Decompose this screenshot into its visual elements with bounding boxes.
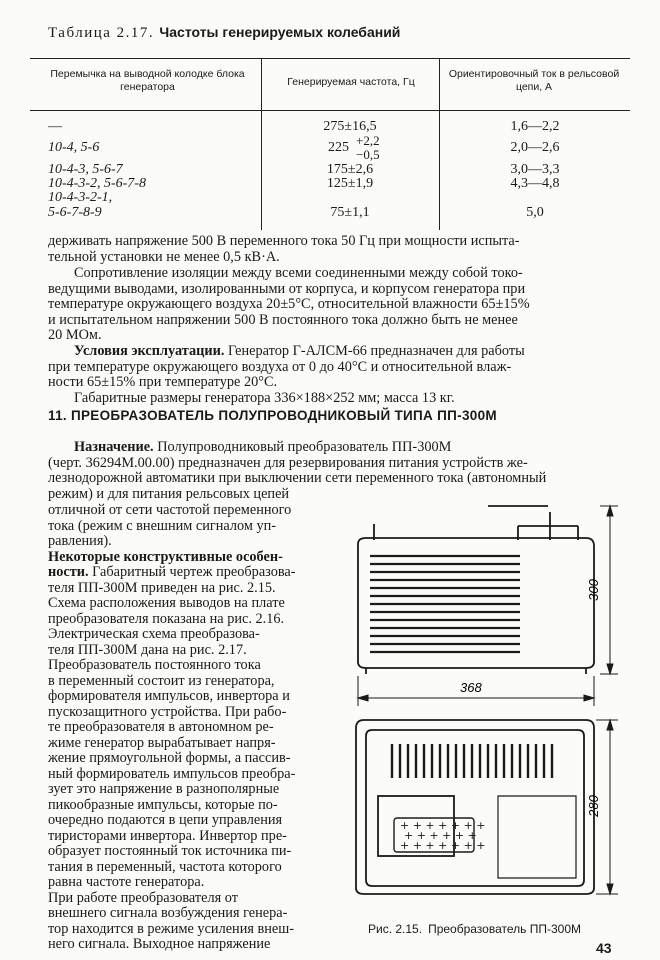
svg-text:+ + + + + + +: + + + + + + +: [400, 819, 486, 832]
table-top-rule: [30, 58, 630, 59]
row2-jumper: 10-4, 5-6: [48, 140, 100, 155]
paragraph-test-voltage: держивать напряжение 500 В переменного тока 50 Гц при мощности испыта- тельной установки не менее 0,5 кВ·А.: [48, 233, 520, 265]
row2-current: 2,0—2,6: [510, 140, 560, 155]
row3-frequency: 175±2,6: [326, 162, 374, 177]
converter-drawing: [348, 496, 630, 916]
row1-current: 1,6—2,2: [510, 119, 560, 134]
dimension-label-368: 368: [460, 680, 482, 695]
row4-frequency: 125±1,9: [326, 176, 374, 191]
row3-current: 3,0—3,3: [510, 162, 560, 177]
row1-jumper: —: [48, 119, 62, 134]
paragraph-purpose: Назначение. Полупроводниковый преобразователь ПП-300М (черт. 36294М.00.00) предназначен для резервирования питания устройств же- лезнодорожной автоматики при выключении сети переменного тока (автономный режим) и для питания рельсовых цепей: [48, 439, 547, 502]
paragraph-operating-conditions: Условия эксплуатации. Генератор Г-АЛСМ-66 предназначен для работы при температуре окружающего воздуха от 0 до 40°С и относительной влаж- ности 65±15% при температуре 20°С.: [48, 343, 525, 391]
row5-jumper: 10-4-3-2-1,: [48, 190, 113, 205]
dimension-label-280: 280: [586, 795, 601, 817]
svg-text:+ + + + + + +: + + + + + + +: [400, 839, 486, 852]
header-current: Ориентировочный ток в рельсовой цепи, А: [448, 68, 620, 93]
terminal-connector: [394, 818, 486, 852]
header-frequency: Генерируемая частота, Гц: [287, 76, 415, 88]
svg-text:+ + + + + +: + + + + + +: [404, 829, 477, 842]
column-text: отличной от сети частотой переменного тока (режим с внешним сигналом уп- равления). Некоторые конструктивные особен- ности. Габаритный чертеж преобразова- теля ПП-300М приведен на рис. 2.15. Схема расположения выводов на плате преобразователя показана на рис. 2.16. Электрическая схема преобразова- теля ПП-300М дана на рис. 2.17. Преобразователь постоянного тока в переменный состоит из генератора, формирователя импульсов, инвертора и пускозащитного устройства. При рабо- те преобразователя в автономном ре- жиме генератор вырабатывает напря- жение прямоугольной формы, а пассив- ный формирователь импульсов преобра- зует это напряжение в разнополярные пикообразные импульсы, которые по- очередно подаются в цепи управления тиристорами инвертора. Инвертор пре- образует постоянный ток источника пи- тания в переменный, частота которого равна частоте генератора. При работе преобразователя от внешнего сигнала возбуждения генера- тор находится в режиме усиления внеш- него сигнала. Выходное напряжение: [48, 502, 296, 952]
row3-jumper: 10-4-3, 5-6-7: [48, 162, 123, 177]
row6-current: 5,0: [526, 205, 544, 220]
front-grille: [392, 744, 552, 778]
row6-frequency: 75±1,1: [330, 205, 370, 220]
paragraph-insulation: Сопротивление изоляции между всеми соединенными между собой токо- ведущими выводами, изолированными от корпуса, и корпусом генератора при температуре окружающего воздуха 20±5°С, относительной влажности 65±15% и испытательном напряжении 500 В постоянного тока должно быть не менее 20 МОм.: [48, 265, 530, 344]
table-title: Таблица 2.17. Частоты генерируемых колебаний: [48, 24, 401, 41]
section-heading: 11. ПРЕОБРАЗОВАТЕЛЬ ПОЛУПРОВОДНИКОВЫЙ ТИПА ПП-300М: [48, 408, 497, 423]
row4-current: 4,3—4,8: [510, 176, 560, 191]
figure-caption: Рис. 2.15. Преобразователь ПП-300М: [368, 922, 581, 936]
paragraph-dimensions: Габаритные размеры генератора 336×188×252 мм; масса 13 кг.: [74, 390, 455, 406]
row6-jumper: 5-6-7-8-9: [48, 205, 102, 220]
ventilation-grille: [370, 556, 520, 652]
side-view: [358, 506, 594, 674]
page-number: 43: [596, 940, 612, 956]
row1-frequency: 275±16,5: [323, 119, 377, 134]
header-jumper: Перемычка на выводной колодке блока генератора: [50, 68, 245, 93]
row4-jumper: 10-4-3-2, 5-6-7-8: [48, 176, 146, 191]
table-header-rule: [30, 110, 630, 111]
row2-frequency: 225 +2,2 −0,5: [328, 133, 380, 162]
dimension-label-300: 300: [586, 579, 601, 601]
dimension-height-300: [600, 506, 618, 674]
